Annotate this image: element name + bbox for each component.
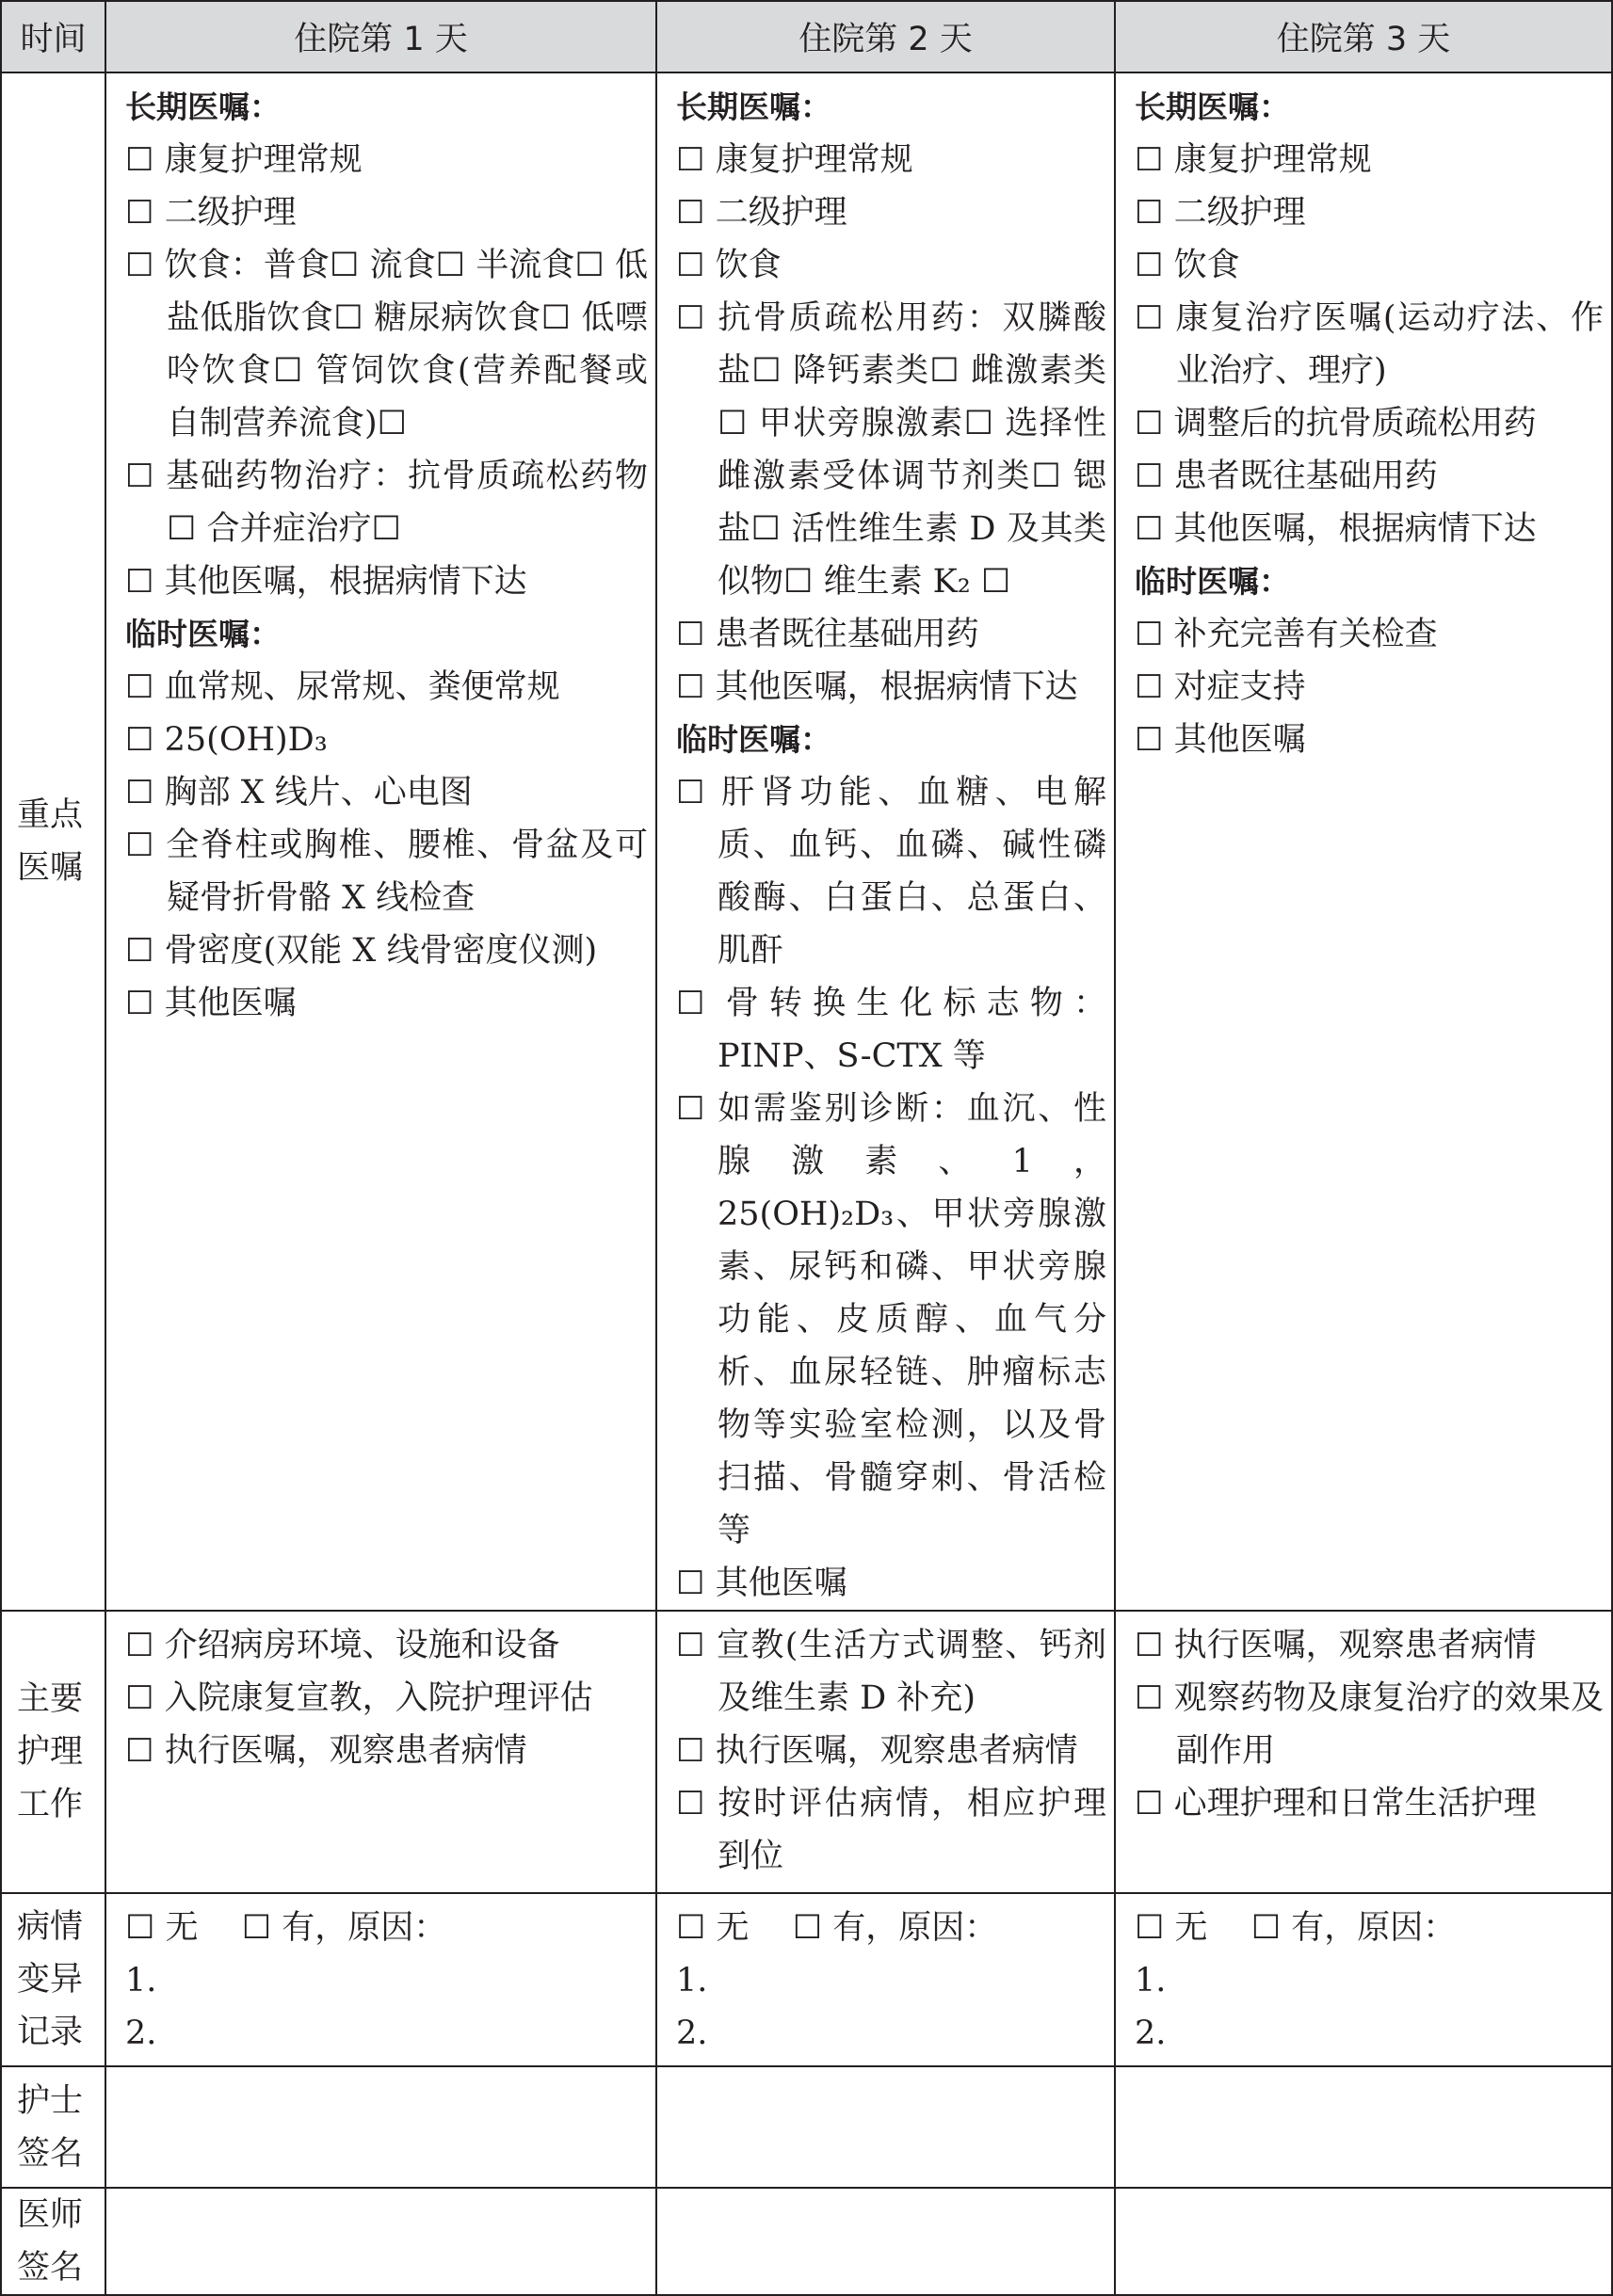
doctor-signature-day-2[interactable] [656, 2188, 1115, 2295]
checklist-item [125, 555, 648, 608]
checklist-item-text: 骨转换生化标志物：PINP、S-CTX 等 [718, 985, 1106, 1075]
checklist-item [1135, 397, 1604, 450]
checkbox-icon[interactable]: ☐ [676, 985, 705, 1022]
checklist-item [676, 239, 1106, 292]
checklist-item [125, 186, 648, 239]
checkbox-icon[interactable]: ☐ [125, 1732, 154, 1770]
checkbox-icon[interactable]: ☐ [125, 774, 154, 811]
checkbox-icon[interactable]: ☐ [125, 1627, 154, 1664]
checklist-item-text: 二级护理 [164, 194, 297, 232]
checkbox-icon[interactable]: ☐ [1135, 1679, 1164, 1717]
checklist-item [676, 977, 1106, 1083]
long-term-orders-heading: 长期医嘱： [1135, 88, 1290, 125]
variance-reason-line[interactable]: 2. [676, 2015, 708, 2052]
nursing-day-2 [656, 1611, 1115, 1893]
temporary-orders-list [125, 661, 648, 1030]
checkbox-icon[interactable]: ☐ [676, 1565, 705, 1602]
variance-reason-line[interactable]: 2. [125, 2015, 157, 2052]
variance-none-label: 无 [716, 1909, 750, 1947]
checklist-item [125, 1672, 648, 1725]
checklist-item [1135, 714, 1604, 766]
checklist-item-text: 康复护理常规 [164, 141, 363, 179]
orders-row-label: 重点 医嘱 [1, 72, 105, 1611]
checklist-item [1135, 450, 1604, 503]
checkbox-icon[interactable]: ☐ [676, 616, 705, 653]
long-term-orders-list [1135, 134, 1604, 555]
checkbox-icon[interactable]: ☐ [676, 247, 705, 284]
checkbox-icon[interactable]: ☐ [1135, 194, 1164, 232]
checklist-item [125, 819, 648, 924]
doctor-signature-label: 医师 签名 [1, 2188, 105, 2295]
checklist-item-text: 入院康复宣教，入院护理评估 [164, 1679, 593, 1717]
checklist-item [676, 1557, 1106, 1610]
checklist-item-text: 其他医嘱 [715, 1565, 847, 1602]
variance-reason-line[interactable]: 1. [125, 1962, 157, 1999]
checklist-item-text: 其他医嘱 [164, 985, 297, 1022]
checklist-item [676, 134, 1106, 186]
header-time: 时间 [1, 1, 105, 72]
checklist-item-text: 调整后的抗骨质疏松用药 [1173, 405, 1537, 442]
checklist-item-text: 饮食：普食☐ 流食☐ 半流食☐ 低盐低脂饮食☐ 糖尿病饮食☐ 低嘌呤饮食☐ 管饲饮食(营养配餐或自制营养流食)☐ [164, 247, 648, 442]
checkbox-icon[interactable]: ☐ [1135, 247, 1164, 284]
variance-row [1, 1893, 1612, 2066]
long-term-orders-list [676, 134, 1106, 714]
nursing-day-3 [1115, 1611, 1612, 1893]
nursing-tasks-list [1135, 1619, 1604, 1830]
checkbox-icon[interactable]: ☐ [125, 1909, 155, 1947]
checklist-item-text: 胸部 X 线片、心电图 [164, 774, 473, 811]
long-term-orders-list [125, 134, 648, 608]
checkbox-icon[interactable]: ☐ [1135, 616, 1164, 653]
checklist-item-text: 按时评估病情，相应护理到位 [718, 1785, 1106, 1875]
checklist-item [1135, 186, 1604, 239]
checklist-item-text: 二级护理 [1173, 194, 1306, 232]
checklist-item-text: 饮食 [715, 247, 782, 284]
orders-day-1 [105, 72, 656, 1611]
checklist-item-text: 患者既往基础用药 [715, 616, 979, 653]
doctor-signature-day-1[interactable] [105, 2188, 656, 2295]
checklist-item-text: 介绍病房环境、设施和设备 [164, 1627, 560, 1664]
variance-reason-line[interactable]: 2. [1135, 2015, 1167, 2052]
checklist-item [1135, 1672, 1604, 1777]
nursing-day-1 [105, 1611, 656, 1893]
checkbox-icon[interactable]: ☐ [125, 194, 154, 232]
checklist-item-text: 心理护理和日常生活护理 [1173, 1785, 1537, 1822]
checkbox-icon[interactable]: ☐ [125, 985, 154, 1022]
checklist-item [676, 1725, 1106, 1777]
checklist-item [676, 661, 1106, 714]
checkbox-icon[interactable]: ☐ [676, 1909, 706, 1947]
checklist-item-text: 其他医嘱，根据病情下达 [715, 668, 1078, 706]
checkbox-icon[interactable]: ☐ [1135, 299, 1164, 337]
checklist-item-text: 骨密度(双能 X 线骨密度仪测) [164, 932, 598, 970]
checklist-item [125, 977, 648, 1030]
nurse-signature-day-1[interactable] [105, 2066, 656, 2188]
checklist-item [676, 1619, 1106, 1725]
checklist-item-text: 康复护理常规 [1173, 141, 1372, 179]
checklist-item-text: 患者既往基础用药 [1173, 458, 1438, 495]
checklist-item [125, 1725, 648, 1777]
checklist-item [125, 924, 648, 977]
temporary-orders-heading: 临时医嘱： [676, 721, 831, 758]
checklist-item-text: 饮食 [1173, 247, 1240, 284]
temporary-orders-heading: 临时医嘱： [125, 616, 281, 652]
temporary-orders-list [676, 766, 1106, 1610]
nursing-tasks-list [676, 1619, 1106, 1883]
variance-reason-line[interactable]: 1. [676, 1962, 708, 1999]
checklist-item [1135, 1619, 1604, 1672]
variance-options [125, 1902, 648, 1954]
long-term-orders-heading: 长期医嘱： [125, 88, 281, 125]
checkbox-icon[interactable]: ☐ [1135, 1909, 1165, 1947]
variance-none-label: 无 [165, 1909, 199, 1947]
header-day-1: 住院第 1 天 [105, 1, 656, 72]
header-day-2: 住院第 2 天 [656, 1, 1115, 72]
checkbox-icon[interactable]: ☐ [125, 247, 154, 284]
checkbox-icon[interactable]: ☐ [1250, 1909, 1282, 1947]
checklist-item-text: 执行医嘱，观察患者病情 [1173, 1627, 1537, 1664]
variance-day-3 [1115, 1893, 1612, 2066]
checkbox-icon[interactable]: ☐ [1135, 141, 1164, 179]
nurse-signature-day-2[interactable] [656, 2066, 1115, 2188]
variance-options [1135, 1902, 1604, 1954]
nurse-signature-day-3[interactable] [1115, 2066, 1612, 2188]
checklist-item [125, 134, 648, 186]
checkbox-icon[interactable]: ☐ [676, 194, 705, 232]
checkbox-icon[interactable]: ☐ [1135, 510, 1164, 548]
checklist-item-text: 如需鉴别诊断：血沉、性腺激素、1，25(OH)₂D₃、甲状旁腺激素、尿钙和磷、甲状旁腺功能、皮质醇、血气分析、血尿轻链、肿瘤标志物等实验室检测，以及骨扫描、骨髓穿刺、骨活检等 [718, 1090, 1106, 1549]
nurse-signature-row [1, 2066, 1612, 2188]
checklist-item-text: 执行医嘱，观察患者病情 [715, 1732, 1078, 1770]
checkbox-icon[interactable]: ☐ [125, 563, 154, 601]
variance-row-label: 病情 变异 记录 [1, 1893, 105, 2066]
checklist-item [1135, 292, 1604, 397]
checklist-item-text: 康复护理常规 [715, 141, 913, 179]
variance-yes-reason-label: 有，原因： [832, 1909, 998, 1947]
checklist-item-text: 其他医嘱，根据病情下达 [164, 563, 527, 601]
nursing-tasks-list [125, 1619, 648, 1777]
orders-row [1, 72, 1612, 1611]
checkbox-icon[interactable]: ☐ [1135, 668, 1164, 706]
doctor-signature-row [1, 2188, 1612, 2295]
checkbox-icon[interactable]: ☐ [676, 299, 705, 337]
checklist-item [676, 186, 1106, 239]
checklist-item [125, 714, 648, 766]
checklist-item [676, 608, 1106, 661]
header-day-3: 住院第 3 天 [1115, 1, 1612, 72]
checkbox-icon[interactable]: ☐ [676, 774, 705, 811]
checklist-item [125, 239, 648, 450]
checklist-item [125, 450, 648, 555]
variance-reason-line[interactable]: 1. [1135, 1962, 1167, 1999]
checkbox-icon[interactable]: ☐ [1135, 405, 1164, 442]
orders-day-3 [1115, 72, 1612, 1611]
checklist-item-text: 补充完善有关检查 [1173, 616, 1438, 653]
checklist-item [125, 766, 648, 819]
checkbox-icon[interactable]: ☐ [1135, 721, 1164, 759]
checklist-item-text: 康复治疗医嘱(运动疗法、作业治疗、理疗) [1175, 299, 1604, 390]
checklist-item [676, 1083, 1106, 1557]
checklist-item-text: 宣教(生活方式调整、钙剂及维生素 D 补充) [717, 1627, 1106, 1717]
checkbox-icon[interactable]: ☐ [125, 827, 154, 864]
checklist-item [1135, 608, 1604, 661]
checkbox-icon[interactable]: ☐ [792, 1909, 823, 1947]
orders-day-2 [656, 72, 1115, 1611]
checklist-item [676, 1777, 1106, 1883]
variance-yes-reason-label: 有，原因： [1291, 1909, 1457, 1947]
checklist-item-text: 执行医嘱，观察患者病情 [164, 1732, 527, 1770]
checkbox-icon[interactable]: ☐ [125, 458, 154, 495]
checkbox-icon[interactable]: ☐ [676, 1090, 705, 1128]
checklist-item [1135, 661, 1604, 714]
checkbox-icon[interactable]: ☐ [676, 668, 705, 706]
variance-day-1 [105, 1893, 656, 2066]
checkbox-icon[interactable]: ☐ [676, 1627, 705, 1664]
temporary-orders-heading: 临时医嘱： [1135, 563, 1290, 600]
checklist-item [1135, 239, 1604, 292]
variance-day-2 [656, 1893, 1115, 2066]
checkbox-icon[interactable]: ☐ [241, 1909, 272, 1947]
variance-none-label: 无 [1174, 1909, 1208, 1947]
checklist-item-text: 肝肾功能、血糖、电解质、血钙、血磷、碱性磷酸酶、白蛋白、总蛋白、肌酐 [718, 774, 1106, 970]
checklist-item-text: 二级护理 [715, 194, 847, 232]
variance-yes-reason-label: 有，原因： [282, 1909, 447, 1947]
doctor-signature-day-3[interactable] [1115, 2188, 1612, 2295]
checkbox-icon[interactable]: ☐ [676, 1732, 705, 1770]
checklist-item [676, 292, 1106, 608]
long-term-orders-heading: 长期医嘱： [676, 88, 831, 125]
nurse-signature-label: 护士 签名 [1, 2066, 105, 2188]
header-row [1, 1, 1612, 72]
checklist-item-text: 对症支持 [1173, 668, 1306, 706]
checklist-item-text: 其他医嘱 [1173, 721, 1306, 759]
checklist-item [1135, 503, 1604, 555]
checkbox-icon[interactable]: ☐ [1135, 1785, 1164, 1822]
checklist-item [125, 1619, 648, 1672]
checklist-item [1135, 134, 1604, 186]
checklist-item [1135, 1777, 1604, 1830]
nursing-row [1, 1611, 1612, 1893]
variance-options [676, 1902, 1106, 1954]
checklist-item-text: 基础药物治疗：抗骨质疏松药物☐ 合并症治疗☐ [166, 458, 648, 548]
checkbox-icon[interactable]: ☐ [676, 141, 705, 179]
checkbox-icon[interactable]: ☐ [125, 932, 154, 970]
checkbox-icon[interactable]: ☐ [125, 1679, 154, 1717]
checkbox-icon[interactable]: ☐ [1135, 1627, 1164, 1664]
checklist-item-text: 血常规、尿常规、粪便常规 [164, 668, 560, 706]
checklist-item-text: 抗骨质疏松用药：双膦酸盐☐ 降钙素类☐ 雌激素类☐ 甲状旁腺激素☐ 选择性雌激素受体调节剂类☐ 锶盐☐ 活性维生素 D 及其类似物☐ 维生素 K₂ ☐ [718, 299, 1106, 601]
checklist-item-text: 全脊柱或胸椎、腰椎、骨盆及可疑骨折骨骼 X 线检查 [166, 827, 648, 917]
checkbox-icon[interactable]: ☐ [1135, 458, 1164, 495]
checklist-item-text: 观察药物及康复治疗的效果及副作用 [1173, 1679, 1604, 1770]
temporary-orders-list [1135, 608, 1604, 766]
nursing-row-label: 主要 护理 工作 [1, 1611, 105, 1893]
checkbox-icon[interactable]: ☐ [125, 141, 154, 179]
checkbox-icon[interactable]: ☐ [676, 1785, 705, 1822]
checkbox-icon[interactable]: ☐ [125, 721, 154, 759]
checkbox-icon[interactable]: ☐ [125, 668, 154, 706]
checklist-item [676, 766, 1106, 977]
checklist-item-text: 其他医嘱，根据病情下达 [1173, 510, 1537, 548]
checklist-item [125, 661, 648, 714]
checklist-item-text: 25(OH)D₃ [164, 721, 328, 759]
